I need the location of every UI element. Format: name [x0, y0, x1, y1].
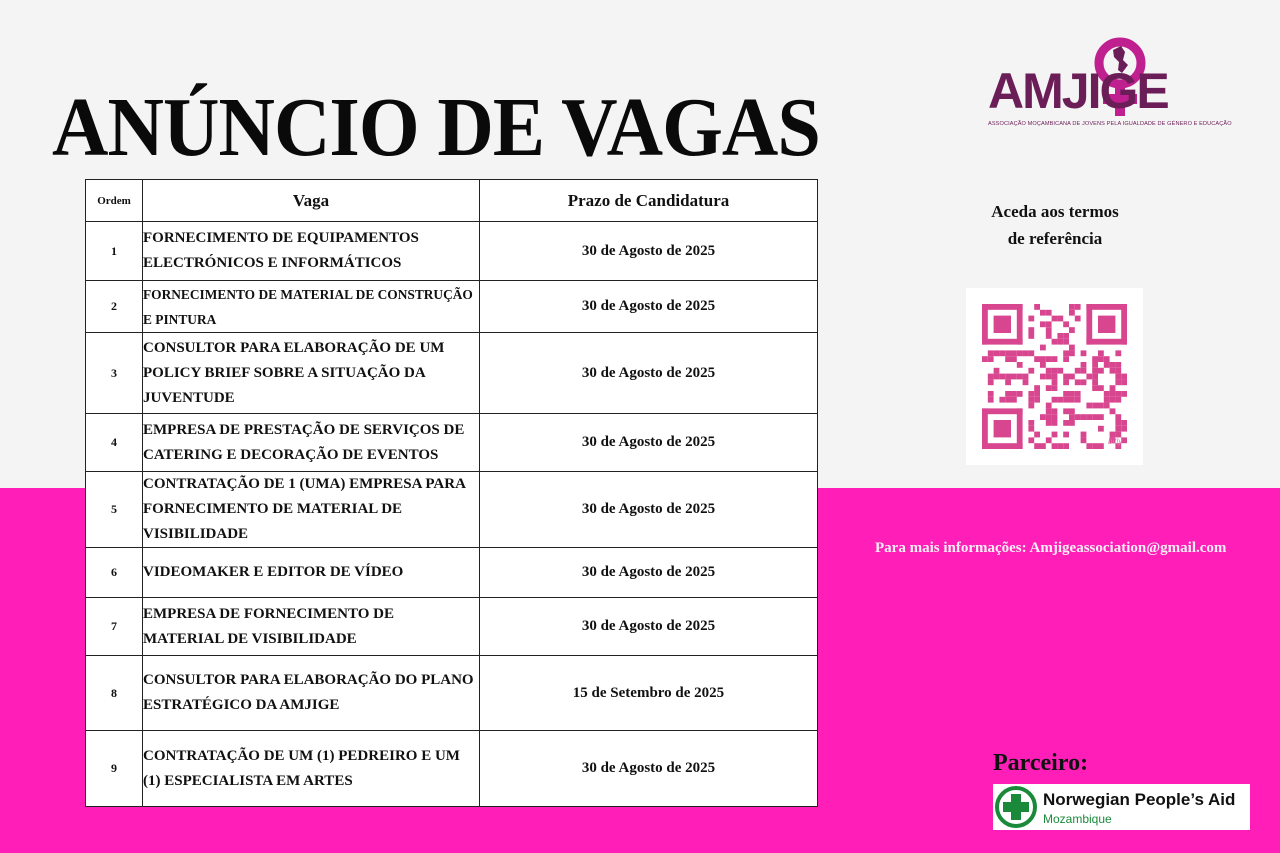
terms-line-1: Aceda aos termos [991, 202, 1119, 221]
deadline: 30 de Agosto de 2025 [480, 548, 818, 598]
vacancy-title: CONTRATAÇÃO DE UM (1) PEDREIRO E UM (1) ESPECIALISTA EM ARTES [143, 731, 480, 807]
deadline: 30 de Agosto de 2025 [480, 414, 818, 472]
deadline: 30 de Agosto de 2025 [480, 598, 818, 656]
logo-name: AMJIGE [988, 63, 1168, 119]
terms-of-reference-text [970, 198, 1140, 252]
table-row [86, 414, 818, 472]
table-header-row [86, 180, 818, 222]
vacancies-table [85, 179, 818, 807]
row-number: 7 [86, 598, 143, 656]
row-number: 2 [86, 281, 143, 333]
table-row [86, 598, 818, 656]
row-number: 6 [86, 548, 143, 598]
vacancy-title: VIDEOMAKER E EDITOR DE VÍDEO [143, 548, 480, 598]
contact-info: Para mais informações: Amjigeassociation@gmail.com [875, 540, 1227, 556]
header-ordem: Ordem [86, 180, 143, 222]
row-number: 9 [86, 731, 143, 807]
qr-tag: bitly [1108, 437, 1123, 446]
deadline: 30 de Agosto de 2025 [480, 472, 818, 548]
row-number: 3 [86, 333, 143, 414]
logo-wordmark [988, 63, 1168, 119]
row-number: 8 [86, 656, 143, 731]
amjige-logo [980, 36, 1230, 134]
header-prazo: Prazo de Candidatura [480, 180, 818, 222]
table-row [86, 333, 818, 414]
table-row [86, 222, 818, 281]
deadline: 30 de Agosto de 2025 [480, 731, 818, 807]
table-row [86, 548, 818, 598]
partner-label: Parceiro: [993, 750, 1089, 776]
partner-country: Mozambique [1043, 812, 1112, 826]
deadline: 30 de Agosto de 2025 [480, 222, 818, 281]
table-row [86, 472, 818, 548]
header-vaga: Vaga [143, 180, 480, 222]
table-row [86, 281, 818, 333]
vacancy-title: CONSULTOR PARA ELABORAÇÃO DE UM POLICY BRIEF SOBRE A SITUAÇÃO DA JUVENTUDE [143, 333, 480, 414]
logo-subtitle: ASSOCIAÇÃO MOÇAMBICANA DE JOVENS PELA IGUALDADE DE GÉNERO E EDUCAÇÃO [988, 121, 1232, 127]
table-row [86, 731, 818, 807]
vacancy-title: CONTRATAÇÃO DE 1 (UMA) EMPRESA PARA FORNECIMENTO DE MATERIAL DE VISIBILIDADE [143, 472, 480, 548]
partner-logo [993, 784, 1250, 830]
vacancy-title: EMPRESA DE PRESTAÇÃO DE SERVIÇOS DE CATERING E DECORAÇÃO DE EVENTOS [143, 414, 480, 472]
vacancy-title: FORNECIMENTO DE MATERIAL DE CONSTRUÇÃO E PINTURA [143, 281, 480, 333]
npa-cross-icon [993, 784, 1039, 830]
table-row [86, 656, 818, 731]
partner-name: Norwegian People’s Aid [1043, 790, 1236, 809]
vacancy-title: FORNECIMENTO DE EQUIPAMENTOS ELECTRÓNICOS E INFORMÁTICOS [143, 222, 480, 281]
row-number: 1 [86, 222, 143, 281]
deadline: 15 de Setembro de 2025 [480, 656, 818, 731]
row-number: 4 [86, 414, 143, 472]
page-title: ANÚNCIO DE VAGAS [52, 81, 820, 174]
vacancy-title: EMPRESA DE FORNECIMENTO DE MATERIAL DE VISIBILIDADE [143, 598, 480, 656]
deadline: 30 de Agosto de 2025 [480, 281, 818, 333]
deadline: 30 de Agosto de 2025 [480, 333, 818, 414]
terms-line-2: de referência [1007, 229, 1103, 248]
row-number: 5 [86, 472, 143, 548]
vacancy-title: CONSULTOR PARA ELABORAÇÃO DO PLANO ESTRATÉGICO DA AMJIGE [143, 656, 480, 731]
